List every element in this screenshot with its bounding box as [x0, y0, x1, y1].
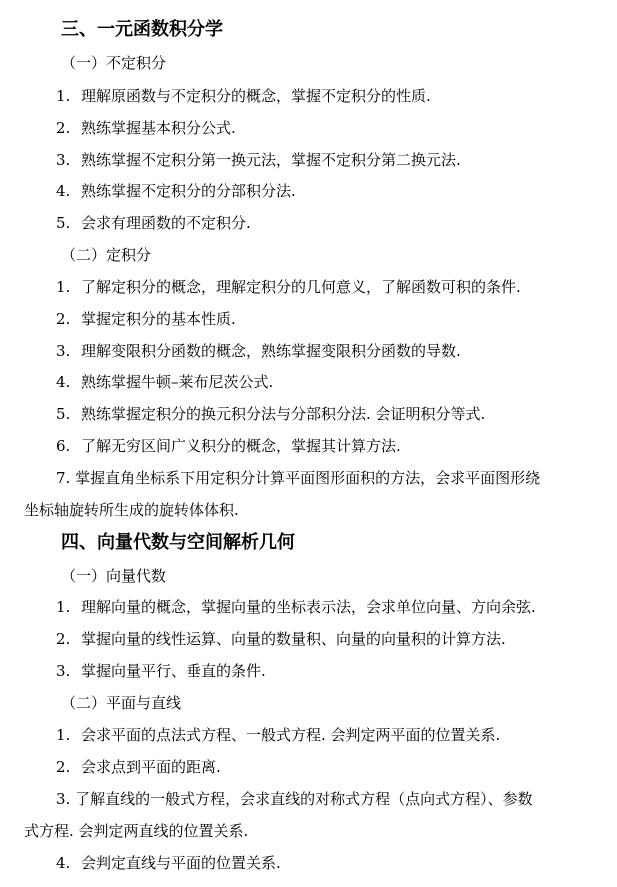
- item-number: 2.: [56, 630, 71, 648]
- list-item-continuation: 坐标轴旋转所生成的旋转体体积.: [24, 501, 239, 519]
- item-text: 了解定积分的概念，理解定积分的几何意义，了解函数可积的条件.: [81, 278, 521, 296]
- item-number: 2.: [56, 119, 71, 137]
- item-text: 会判定直线与平面的位置关系.: [81, 854, 281, 872]
- subsection-heading: （二）平面与直线: [61, 694, 182, 712]
- item-number: 1.: [56, 726, 71, 744]
- item-text: 熟练掌握牛顿–莱布尼茨公式.: [81, 373, 274, 391]
- list-item-line: 3. 了解直线的一般式方程，会求直线的对称式方程（点向式方程）、参数: [56, 790, 533, 808]
- item-number: 1.: [56, 598, 71, 616]
- subsection-heading: （一）向量代数: [61, 567, 167, 585]
- item-number: 4.: [56, 373, 71, 391]
- item-text: 掌握向量的线性运算、向量的数量积、向量的向量积的计算方法.: [81, 630, 506, 648]
- item-text: 熟练掌握基本积分公式.: [81, 119, 236, 137]
- item-number: 4.: [56, 182, 71, 200]
- item-number: 1.: [56, 278, 71, 296]
- subsection-heading: （二）定积分: [61, 246, 152, 264]
- item-text: 理解原函数与不定积分的概念，掌握不定积分的性质.: [81, 87, 431, 105]
- item-number: 6.: [56, 437, 71, 455]
- item-number: 4.: [56, 854, 71, 872]
- section-heading: 四、向量代数与空间解析几何: [61, 532, 295, 553]
- item-text: 掌握向量平行、垂直的条件.: [81, 662, 266, 680]
- item-number: 2.: [56, 310, 71, 328]
- item-text: 理解向量的概念，掌握向量的坐标表示法，会求单位向量、方向余弦.: [81, 598, 536, 616]
- section-heading: 三、一元函数积分学: [61, 19, 223, 40]
- list-item-continuation: 式方程. 会判定两直线的位置关系.: [24, 822, 249, 840]
- item-number: 3.: [56, 662, 71, 680]
- item-text: 会求点到平面的距离.: [81, 758, 221, 776]
- item-text: 熟练掌握不定积分第一换元法，掌握不定积分第二换元法.: [81, 151, 461, 169]
- item-number: 1.: [56, 87, 71, 105]
- subsection-heading: （一）不定积分: [61, 54, 167, 72]
- item-text: 熟练掌握不定积分的分部积分法.: [81, 182, 296, 200]
- item-text: 会求平面的点法式方程、一般式方程. 会判定两平面的位置关系.: [81, 726, 501, 744]
- item-text: 掌握定积分的基本性质.: [81, 310, 236, 328]
- item-number: 2.: [56, 758, 71, 776]
- item-text: 会求有理函数的不定积分.: [81, 214, 251, 232]
- list-item-line: 7. 掌握直角坐标系下用定积分计算平面图形面积的方法，会求平面图形绕: [56, 469, 541, 487]
- item-text: 了解无穷区间广义积分的概念，掌握其计算方法.: [81, 437, 401, 455]
- item-text: 理解变限积分函数的概念，熟练掌握变限积分函数的导数.: [81, 342, 461, 360]
- item-number: 5.: [56, 214, 71, 232]
- item-number: 5.: [56, 405, 71, 423]
- item-number: 3.: [56, 342, 71, 360]
- item-text: 熟练掌握定积分的换元积分法与分部积分法. 会证明积分等式.: [81, 405, 486, 423]
- item-number: 3.: [56, 151, 71, 169]
